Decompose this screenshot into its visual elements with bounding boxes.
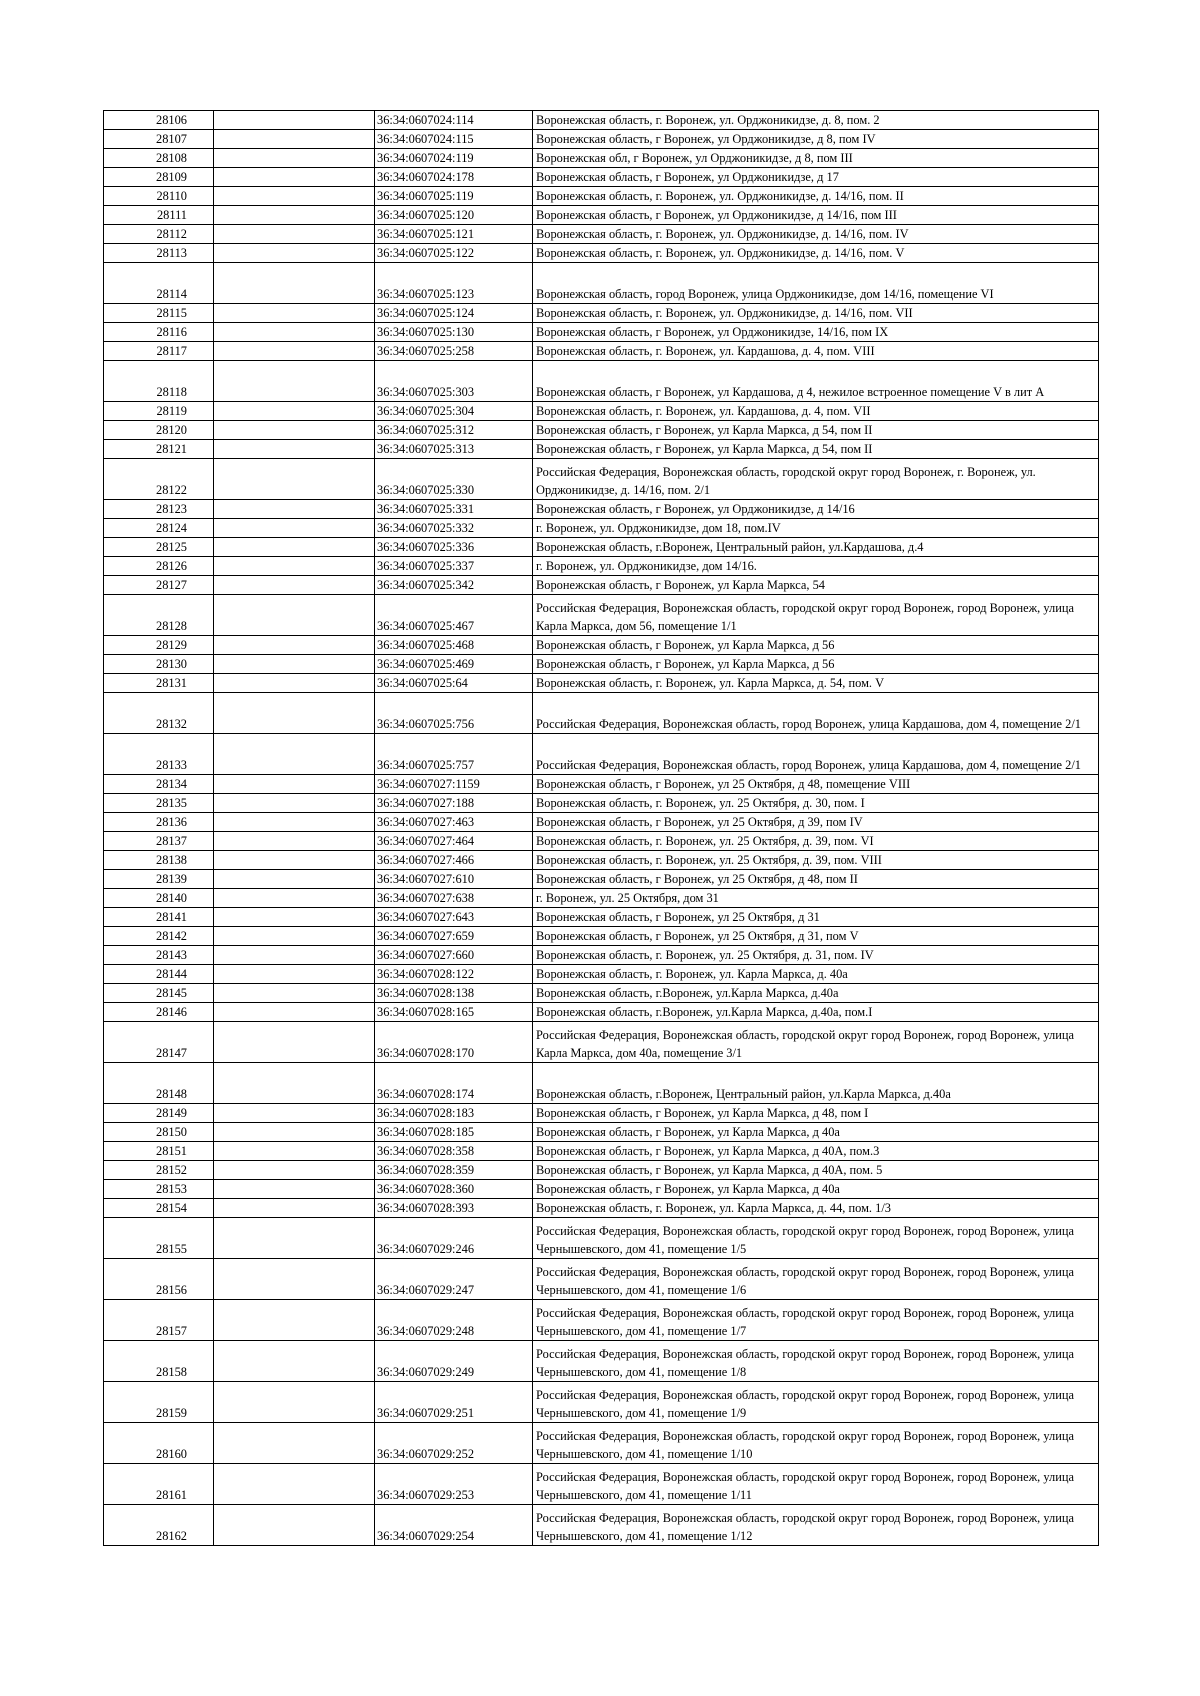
table-body bbox=[104, 111, 1099, 1546]
cadastral-number-cell: 36:34:0607025:122 bbox=[375, 244, 533, 263]
address-cell: Воронежская область, г Воронеж, ул Карла Маркса, д 40а bbox=[533, 1180, 1099, 1199]
row-number-cell: 28141 bbox=[104, 908, 214, 927]
row-number-cell: 28143 bbox=[104, 946, 214, 965]
row-number-cell: 28127 bbox=[104, 576, 214, 595]
address-cell: Воронежская область, г. Воронеж, ул. Орджоникидзе, д. 14/16, пом. V bbox=[533, 244, 1099, 263]
row-number-cell: 28158 bbox=[104, 1341, 214, 1382]
row-number-cell: 28140 bbox=[104, 889, 214, 908]
address-cell: Российская Федерация, Воронежская область, городской округ город Воронеж, город Воронеж, улица Чернышевского, дом 41, помещение 1/12 bbox=[533, 1505, 1099, 1546]
row-number-cell: 28152 bbox=[104, 1161, 214, 1180]
table-row bbox=[104, 1464, 1099, 1505]
address-cell: Российская Федерация, Воронежская область, городской округ город Воронеж, город Воронеж, улица Чернышевского, дом 41, помещение 1/6 bbox=[533, 1259, 1099, 1300]
empty-cell bbox=[214, 636, 375, 655]
cadastral-number-cell: 36:34:0607025:303 bbox=[375, 361, 533, 402]
table-row bbox=[104, 870, 1099, 889]
row-number-cell: 28110 bbox=[104, 187, 214, 206]
table-row bbox=[104, 263, 1099, 304]
cadastral-number-cell: 36:34:0607025:469 bbox=[375, 655, 533, 674]
row-number-cell: 28147 bbox=[104, 1022, 214, 1063]
table-row bbox=[104, 304, 1099, 323]
cadastral-number-cell: 36:34:0607025:756 bbox=[375, 693, 533, 734]
table-row bbox=[104, 693, 1099, 734]
empty-cell bbox=[214, 1142, 375, 1161]
row-number-cell: 28144 bbox=[104, 965, 214, 984]
table-row bbox=[104, 187, 1099, 206]
table-row bbox=[104, 421, 1099, 440]
row-number-cell: 28146 bbox=[104, 1003, 214, 1022]
empty-cell bbox=[214, 1161, 375, 1180]
address-cell: Воронежская область, г Воронеж, ул Карла Маркса, д 56 bbox=[533, 655, 1099, 674]
row-number-cell: 28113 bbox=[104, 244, 214, 263]
empty-cell bbox=[214, 130, 375, 149]
cadastral-number-cell: 36:34:0607027:1159 bbox=[375, 775, 533, 794]
empty-cell bbox=[214, 500, 375, 519]
row-number-cell: 28121 bbox=[104, 440, 214, 459]
row-number-cell: 28138 bbox=[104, 851, 214, 870]
address-cell: Воронежская область, г.Воронеж, ул.Карла Маркса, д.40а bbox=[533, 984, 1099, 1003]
row-number-cell: 28157 bbox=[104, 1300, 214, 1341]
table-row bbox=[104, 832, 1099, 851]
cadastral-number-cell: 36:34:0607024:119 bbox=[375, 149, 533, 168]
address-cell: Воронежская область, г Воронеж, ул Карла Маркса, д 40А, пом. 5 bbox=[533, 1161, 1099, 1180]
address-cell: Воронежская область, г Воронеж, ул Карла Маркса, д 40а bbox=[533, 1123, 1099, 1142]
empty-cell bbox=[214, 342, 375, 361]
cadastral-number-cell: 36:34:0607025:313 bbox=[375, 440, 533, 459]
table-row bbox=[104, 851, 1099, 870]
table-row bbox=[104, 984, 1099, 1003]
table-row bbox=[104, 323, 1099, 342]
empty-cell bbox=[214, 304, 375, 323]
row-number-cell: 28135 bbox=[104, 794, 214, 813]
row-number-cell: 28161 bbox=[104, 1464, 214, 1505]
address-cell: г. Воронеж, ул. 25 Октября, дом 31 bbox=[533, 889, 1099, 908]
address-cell: Воронежская область, г Воронеж, ул Орджоникидзе, д 17 bbox=[533, 168, 1099, 187]
table-row bbox=[104, 402, 1099, 421]
table-row bbox=[104, 459, 1099, 500]
table-row bbox=[104, 1218, 1099, 1259]
cadastral-number-cell: 36:34:0607029:249 bbox=[375, 1341, 533, 1382]
row-number-cell: 28124 bbox=[104, 519, 214, 538]
cadastral-number-cell: 36:34:0607029:254 bbox=[375, 1505, 533, 1546]
empty-cell bbox=[214, 263, 375, 304]
cadastral-number-cell: 36:34:0607024:178 bbox=[375, 168, 533, 187]
empty-cell bbox=[214, 1199, 375, 1218]
table-row bbox=[104, 111, 1099, 130]
table-row bbox=[104, 576, 1099, 595]
table-row bbox=[104, 440, 1099, 459]
row-number-cell: 28134 bbox=[104, 775, 214, 794]
table-row bbox=[104, 965, 1099, 984]
empty-cell bbox=[214, 851, 375, 870]
empty-cell bbox=[214, 323, 375, 342]
empty-cell bbox=[214, 440, 375, 459]
row-number-cell: 28130 bbox=[104, 655, 214, 674]
address-cell: Российская Федерация, Воронежская область, городской округ город Воронеж, город Воронеж, улица Чернышевского, дом 41, помещение 1/9 bbox=[533, 1382, 1099, 1423]
empty-cell bbox=[214, 459, 375, 500]
cadastral-number-cell: 36:34:0607028:358 bbox=[375, 1142, 533, 1161]
table-row bbox=[104, 1259, 1099, 1300]
empty-cell bbox=[214, 674, 375, 693]
cadastral-number-cell: 36:34:0607029:253 bbox=[375, 1464, 533, 1505]
table-row bbox=[104, 655, 1099, 674]
address-cell: Воронежская область, г. Воронеж, ул. 25 Октября, д. 30, пом. I bbox=[533, 794, 1099, 813]
cadastral-number-cell: 36:34:0607025:124 bbox=[375, 304, 533, 323]
table-row bbox=[104, 500, 1099, 519]
row-number-cell: 28106 bbox=[104, 111, 214, 130]
cadastral-number-cell: 36:34:0607025:312 bbox=[375, 421, 533, 440]
empty-cell bbox=[214, 595, 375, 636]
table-row bbox=[104, 1003, 1099, 1022]
empty-cell bbox=[214, 538, 375, 557]
cadastral-number-cell: 36:34:0607027:659 bbox=[375, 927, 533, 946]
address-cell: Воронежская область, г Воронеж, ул Карла Маркса, д 48, пом I bbox=[533, 1104, 1099, 1123]
row-number-cell: 28149 bbox=[104, 1104, 214, 1123]
address-cell: Воронежская область, г Воронеж, ул Карла Маркса, 54 bbox=[533, 576, 1099, 595]
address-cell: Воронежская область, г Воронеж, ул Карла Маркса, д 54, пом II bbox=[533, 421, 1099, 440]
address-cell: Российская Федерация, Воронежская область, городской округ город Воронеж, город Воронеж, улица Чернышевского, дом 41, помещение 1/8 bbox=[533, 1341, 1099, 1382]
address-cell: Воронежская область, г Воронеж, ул Орджоникидзе, 14/16, пом IX bbox=[533, 323, 1099, 342]
cadastral-number-cell: 36:34:0607025:304 bbox=[375, 402, 533, 421]
row-number-cell: 28136 bbox=[104, 813, 214, 832]
empty-cell bbox=[214, 187, 375, 206]
empty-cell bbox=[214, 1259, 375, 1300]
cadastral-number-cell: 36:34:0607028:174 bbox=[375, 1063, 533, 1104]
address-cell: Воронежская область, г Воронеж, ул 25 Октября, д 48, помещение VIII bbox=[533, 775, 1099, 794]
cadastral-number-cell: 36:34:0607025:342 bbox=[375, 576, 533, 595]
empty-cell bbox=[214, 1341, 375, 1382]
empty-cell bbox=[214, 111, 375, 130]
empty-cell bbox=[214, 1022, 375, 1063]
row-number-cell: 28111 bbox=[104, 206, 214, 225]
empty-cell bbox=[214, 206, 375, 225]
address-cell: Российская Федерация, Воронежская область, город Воронеж, улица Кардашова, дом 4, помещение 2/1 bbox=[533, 734, 1099, 775]
table-row bbox=[104, 1104, 1099, 1123]
empty-cell bbox=[214, 1505, 375, 1546]
property-table bbox=[103, 110, 1099, 1546]
table-row bbox=[104, 342, 1099, 361]
address-cell: Воронежская область, г Воронеж, ул Орджоникидзе, д 8, пом IV bbox=[533, 130, 1099, 149]
cadastral-number-cell: 36:34:0607025:119 bbox=[375, 187, 533, 206]
cadastral-number-cell: 36:34:0607025:330 bbox=[375, 459, 533, 500]
cadastral-number-cell: 36:34:0607025:64 bbox=[375, 674, 533, 693]
empty-cell bbox=[214, 946, 375, 965]
cadastral-number-cell: 36:34:0607025:123 bbox=[375, 263, 533, 304]
row-number-cell: 28109 bbox=[104, 168, 214, 187]
table-row bbox=[104, 1022, 1099, 1063]
table-row bbox=[104, 168, 1099, 187]
empty-cell bbox=[214, 1423, 375, 1464]
address-cell: Воронежская область, г Воронеж, ул 25 Октября, д 39, пом IV bbox=[533, 813, 1099, 832]
cadastral-number-cell: 36:34:0607027:466 bbox=[375, 851, 533, 870]
row-number-cell: 28115 bbox=[104, 304, 214, 323]
address-cell: Российская Федерация, Воронежская область, городской округ город Воронеж, город Воронеж, улица Чернышевского, дом 41, помещение 1/10 bbox=[533, 1423, 1099, 1464]
address-cell: Российская Федерация, Воронежская область, городской округ город Воронеж, город Воронеж, улица Чернышевского, дом 41, помещение 1/11 bbox=[533, 1464, 1099, 1505]
row-number-cell: 28142 bbox=[104, 927, 214, 946]
address-cell: Российская Федерация, Воронежская область, городской округ город Воронеж, город Воронеж, улица Карла Маркса, дом 40а, помещение 3/1 bbox=[533, 1022, 1099, 1063]
cadastral-number-cell: 36:34:0607028:170 bbox=[375, 1022, 533, 1063]
row-number-cell: 28125 bbox=[104, 538, 214, 557]
row-number-cell: 28150 bbox=[104, 1123, 214, 1142]
cadastral-number-cell: 36:34:0607025:467 bbox=[375, 595, 533, 636]
address-cell: Воронежская область, г Воронеж, ул Орджоникидзе, д 14/16, пом III bbox=[533, 206, 1099, 225]
row-number-cell: 28145 bbox=[104, 984, 214, 1003]
cadastral-number-cell: 36:34:0607029:252 bbox=[375, 1423, 533, 1464]
table-row bbox=[104, 1199, 1099, 1218]
cadastral-number-cell: 36:34:0607028:122 bbox=[375, 965, 533, 984]
address-cell: г. Воронеж, ул. Орджоникидзе, дом 18, пом.IV bbox=[533, 519, 1099, 538]
row-number-cell: 28107 bbox=[104, 130, 214, 149]
cadastral-number-cell: 36:34:0607025:337 bbox=[375, 557, 533, 576]
address-cell: Воронежская область, г Воронеж, ул Кардашова, д 4, нежилое встроенное помещение V в лит А bbox=[533, 361, 1099, 402]
row-number-cell: 28119 bbox=[104, 402, 214, 421]
address-cell: Воронежская область, г Воронеж, ул 25 Октября, д 48, пом II bbox=[533, 870, 1099, 889]
empty-cell bbox=[214, 908, 375, 927]
address-cell: Воронежская область, г. Воронеж, ул. Орджоникидзе, д. 14/16, пом. IV bbox=[533, 225, 1099, 244]
cadastral-number-cell: 36:34:0607025:120 bbox=[375, 206, 533, 225]
table-row bbox=[104, 1505, 1099, 1546]
row-number-cell: 28133 bbox=[104, 734, 214, 775]
empty-cell bbox=[214, 402, 375, 421]
table-row bbox=[104, 538, 1099, 557]
row-number-cell: 28162 bbox=[104, 1505, 214, 1546]
table-row bbox=[104, 794, 1099, 813]
cadastral-number-cell: 36:34:0607025:757 bbox=[375, 734, 533, 775]
empty-cell bbox=[214, 794, 375, 813]
row-number-cell: 28137 bbox=[104, 832, 214, 851]
row-number-cell: 28131 bbox=[104, 674, 214, 693]
cadastral-number-cell: 36:34:0607028:359 bbox=[375, 1161, 533, 1180]
row-number-cell: 28151 bbox=[104, 1142, 214, 1161]
table-row bbox=[104, 1423, 1099, 1464]
table-row bbox=[104, 225, 1099, 244]
empty-cell bbox=[214, 927, 375, 946]
row-number-cell: 28126 bbox=[104, 557, 214, 576]
row-number-cell: 28153 bbox=[104, 1180, 214, 1199]
row-number-cell: 28128 bbox=[104, 595, 214, 636]
cadastral-number-cell: 36:34:0607027:638 bbox=[375, 889, 533, 908]
cadastral-number-cell: 36:34:0607027:610 bbox=[375, 870, 533, 889]
empty-cell bbox=[214, 421, 375, 440]
address-cell: Воронежская область, г. Воронеж, ул. Карла Маркса, д. 40а bbox=[533, 965, 1099, 984]
empty-cell bbox=[214, 1218, 375, 1259]
row-number-cell: 28116 bbox=[104, 323, 214, 342]
cadastral-number-cell: 36:34:0607025:121 bbox=[375, 225, 533, 244]
row-number-cell: 28120 bbox=[104, 421, 214, 440]
cadastral-number-cell: 36:34:0607025:332 bbox=[375, 519, 533, 538]
empty-cell bbox=[214, 225, 375, 244]
row-number-cell: 28118 bbox=[104, 361, 214, 402]
empty-cell bbox=[214, 1123, 375, 1142]
table-row bbox=[104, 557, 1099, 576]
cadastral-number-cell: 36:34:0607028:165 bbox=[375, 1003, 533, 1022]
table-row bbox=[104, 927, 1099, 946]
cadastral-number-cell: 36:34:0607027:643 bbox=[375, 908, 533, 927]
row-number-cell: 28112 bbox=[104, 225, 214, 244]
address-cell: Воронежская область, г. Воронеж, ул. Орджоникидзе, д. 14/16, пом. II bbox=[533, 187, 1099, 206]
address-cell: Российская Федерация, Воронежская область, городской округ город Воронеж, г. Воронеж, ул. Орджоникидзе, д. 14/16, пом. 2/1 bbox=[533, 459, 1099, 500]
address-cell: Воронежская область, г. Воронеж, ул. Кардашова, д. 4, пом. VIII bbox=[533, 342, 1099, 361]
cadastral-number-cell: 36:34:0607025:336 bbox=[375, 538, 533, 557]
empty-cell bbox=[214, 655, 375, 674]
empty-cell bbox=[214, 984, 375, 1003]
cadastral-number-cell: 36:34:0607029:248 bbox=[375, 1300, 533, 1341]
cadastral-number-cell: 36:34:0607024:115 bbox=[375, 130, 533, 149]
cadastral-number-cell: 36:34:0607024:114 bbox=[375, 111, 533, 130]
cadastral-number-cell: 36:34:0607029:246 bbox=[375, 1218, 533, 1259]
row-number-cell: 28129 bbox=[104, 636, 214, 655]
table-row bbox=[104, 1300, 1099, 1341]
cadastral-number-cell: 36:34:0607029:247 bbox=[375, 1259, 533, 1300]
cadastral-number-cell: 36:34:0607028:183 bbox=[375, 1104, 533, 1123]
empty-cell bbox=[214, 775, 375, 794]
cadastral-number-cell: 36:34:0607027:464 bbox=[375, 832, 533, 851]
address-cell: Воронежская область, г. Воронеж, ул. 25 Октября, д. 39, пом. VI bbox=[533, 832, 1099, 851]
address-cell: Российская Федерация, Воронежская область, город Воронеж, улица Кардашова, дом 4, помещение 2/1 bbox=[533, 693, 1099, 734]
address-cell: Воронежская область, г. Воронеж, ул. Орджоникидзе, д. 8, пом. 2 bbox=[533, 111, 1099, 130]
empty-cell bbox=[214, 1382, 375, 1423]
address-cell: Воронежская область, г Воронеж, ул Карла Маркса, д 40А, пом.3 bbox=[533, 1142, 1099, 1161]
cadastral-number-cell: 36:34:0607025:130 bbox=[375, 323, 533, 342]
empty-cell bbox=[214, 1180, 375, 1199]
table-row bbox=[104, 674, 1099, 693]
table-row bbox=[104, 1063, 1099, 1104]
empty-cell bbox=[214, 1003, 375, 1022]
table-row bbox=[104, 244, 1099, 263]
address-cell: Воронежская обл, г Воронеж, ул Орджоникидзе, д 8, пом III bbox=[533, 149, 1099, 168]
empty-cell bbox=[214, 832, 375, 851]
empty-cell bbox=[214, 168, 375, 187]
table-row bbox=[104, 636, 1099, 655]
table-row bbox=[104, 595, 1099, 636]
empty-cell bbox=[214, 965, 375, 984]
empty-cell bbox=[214, 1300, 375, 1341]
row-number-cell: 28160 bbox=[104, 1423, 214, 1464]
empty-cell bbox=[214, 1464, 375, 1505]
row-number-cell: 28123 bbox=[104, 500, 214, 519]
table-row bbox=[104, 946, 1099, 965]
cadastral-number-cell: 36:34:0607025:258 bbox=[375, 342, 533, 361]
cadastral-number-cell: 36:34:0607027:188 bbox=[375, 794, 533, 813]
table-row bbox=[104, 908, 1099, 927]
address-cell: Российская Федерация, Воронежская область, городской округ город Воронеж, город Воронеж, улица Карла Маркса, дом 56, помещение 1/1 bbox=[533, 595, 1099, 636]
address-cell: Воронежская область, г Воронеж, ул Карла Маркса, д 56 bbox=[533, 636, 1099, 655]
address-cell: Воронежская область, г Воронеж, ул 25 Октября, д 31 bbox=[533, 908, 1099, 927]
empty-cell bbox=[214, 813, 375, 832]
table-row bbox=[104, 1161, 1099, 1180]
address-cell: г. Воронеж, ул. Орджоникидзе, дом 14/16. bbox=[533, 557, 1099, 576]
empty-cell bbox=[214, 1104, 375, 1123]
table-row bbox=[104, 130, 1099, 149]
address-cell: Воронежская область, г. Воронеж, ул. Кардашова, д. 4, пом. VII bbox=[533, 402, 1099, 421]
cadastral-number-cell: 36:34:0607029:251 bbox=[375, 1382, 533, 1423]
cadastral-number-cell: 36:34:0607028:138 bbox=[375, 984, 533, 1003]
empty-cell bbox=[214, 889, 375, 908]
cadastral-number-cell: 36:34:0607028:185 bbox=[375, 1123, 533, 1142]
table-row bbox=[104, 889, 1099, 908]
row-number-cell: 28114 bbox=[104, 263, 214, 304]
row-number-cell: 28154 bbox=[104, 1199, 214, 1218]
table-row bbox=[104, 361, 1099, 402]
cadastral-number-cell: 36:34:0607027:463 bbox=[375, 813, 533, 832]
address-cell: Воронежская область, г.Воронеж, ул.Карла Маркса, д.40а, пом.I bbox=[533, 1003, 1099, 1022]
address-cell: Российская Федерация, Воронежская область, городской округ город Воронеж, город Воронеж, улица Чернышевского, дом 41, помещение 1/5 bbox=[533, 1218, 1099, 1259]
address-cell: Воронежская область, г. Воронеж, ул. Карла Маркса, д. 44, пом. 1/3 bbox=[533, 1199, 1099, 1218]
address-cell: Воронежская область, город Воронеж, улица Орджоникидзе, дом 14/16, помещение VI bbox=[533, 263, 1099, 304]
empty-cell bbox=[214, 557, 375, 576]
address-cell: Воронежская область, г Воронеж, ул Орджоникидзе, д 14/16 bbox=[533, 500, 1099, 519]
table-row bbox=[104, 813, 1099, 832]
address-cell: Воронежская область, г Воронеж, ул Карла Маркса, д 54, пом II bbox=[533, 440, 1099, 459]
empty-cell bbox=[214, 734, 375, 775]
row-number-cell: 28108 bbox=[104, 149, 214, 168]
cadastral-number-cell: 36:34:0607025:468 bbox=[375, 636, 533, 655]
empty-cell bbox=[214, 361, 375, 402]
cadastral-number-cell: 36:34:0607025:331 bbox=[375, 500, 533, 519]
address-cell: Российская Федерация, Воронежская область, городской округ город Воронеж, город Воронеж, улица Чернышевского, дом 41, помещение 1/7 bbox=[533, 1300, 1099, 1341]
row-number-cell: 28148 bbox=[104, 1063, 214, 1104]
table-row bbox=[104, 206, 1099, 225]
table-row bbox=[104, 519, 1099, 538]
table-row bbox=[104, 1142, 1099, 1161]
address-cell: Воронежская область, г.Воронеж, Центральный район, ул.Карла Маркса, д.40а bbox=[533, 1063, 1099, 1104]
row-number-cell: 28156 bbox=[104, 1259, 214, 1300]
row-number-cell: 28117 bbox=[104, 342, 214, 361]
empty-cell bbox=[214, 1063, 375, 1104]
table-row bbox=[104, 775, 1099, 794]
address-cell: Воронежская область, г. Воронеж, ул. 25 Октября, д. 39, пом. VIII bbox=[533, 851, 1099, 870]
row-number-cell: 28139 bbox=[104, 870, 214, 889]
row-number-cell: 28122 bbox=[104, 459, 214, 500]
table-row bbox=[104, 734, 1099, 775]
empty-cell bbox=[214, 149, 375, 168]
table-row bbox=[104, 1123, 1099, 1142]
table-row bbox=[104, 1180, 1099, 1199]
address-cell: Воронежская область, г. Воронеж, ул. Карла Маркса, д. 54, пом. V bbox=[533, 674, 1099, 693]
empty-cell bbox=[214, 693, 375, 734]
address-cell: Воронежская область, г. Воронеж, ул. 25 Октября, д. 31, пом. IV bbox=[533, 946, 1099, 965]
empty-cell bbox=[214, 870, 375, 889]
row-number-cell: 28155 bbox=[104, 1218, 214, 1259]
empty-cell bbox=[214, 519, 375, 538]
address-cell: Воронежская область, г.Воронеж, Центральный район, ул.Кардашова, д.4 bbox=[533, 538, 1099, 557]
cadastral-number-cell: 36:34:0607028:360 bbox=[375, 1180, 533, 1199]
table-row bbox=[104, 1382, 1099, 1423]
cadastral-number-cell: 36:34:0607027:660 bbox=[375, 946, 533, 965]
empty-cell bbox=[214, 576, 375, 595]
address-cell: Воронежская область, г Воронеж, ул 25 Октября, д 31, пом V bbox=[533, 927, 1099, 946]
table-row bbox=[104, 149, 1099, 168]
row-number-cell: 28132 bbox=[104, 693, 214, 734]
table-row bbox=[104, 1341, 1099, 1382]
row-number-cell: 28159 bbox=[104, 1382, 214, 1423]
cadastral-number-cell: 36:34:0607028:393 bbox=[375, 1199, 533, 1218]
address-cell: Воронежская область, г. Воронеж, ул. Орджоникидзе, д. 14/16, пом. VII bbox=[533, 304, 1099, 323]
empty-cell bbox=[214, 244, 375, 263]
